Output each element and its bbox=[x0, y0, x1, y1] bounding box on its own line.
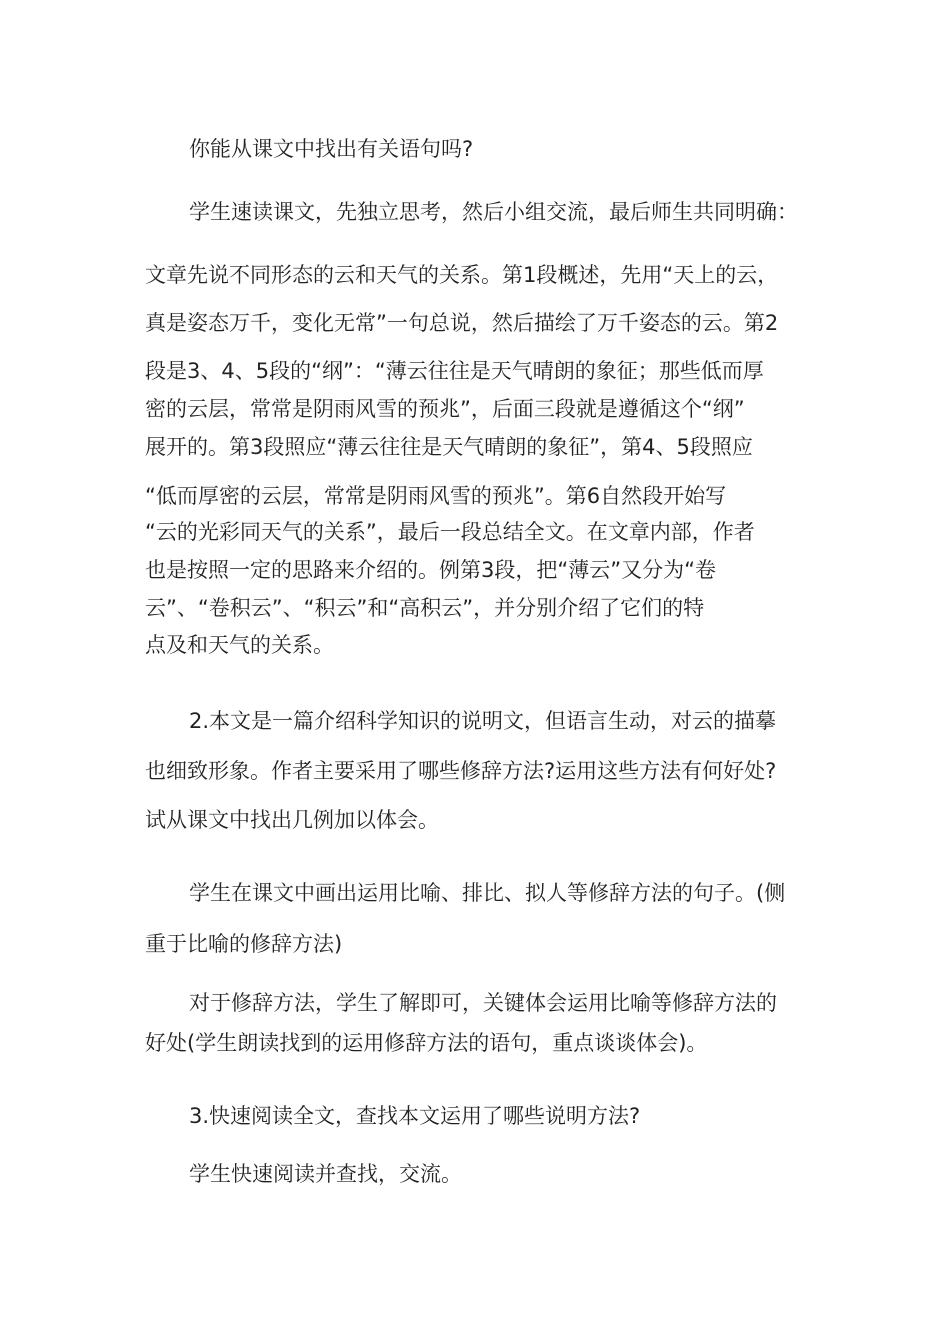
text-line: 也细致形象。作者主要采用了哪些修辞方法?运用这些方法有何好处? bbox=[145, 759, 777, 783]
text-line: 云”、“卷积云”、“积云”和“高积云”，并分别介绍了它们的特 bbox=[145, 596, 705, 620]
text-line: 学生速读课文，先独立思考，然后小组交流，最后师生共同明确： bbox=[189, 200, 798, 224]
text-line: 你能从课文中找出有关语句吗? bbox=[189, 137, 474, 161]
text-line: 密的云层，常常是阴雨风雪的预兆”，后面三段就是遵循这个“纲” bbox=[145, 397, 745, 421]
text-line: 点及和天气的关系。 bbox=[145, 633, 334, 657]
text-line: 试从课文中找出几例加以体会。 bbox=[145, 808, 439, 832]
text-line: 对于修辞方法，学生了解即可，关键体会运用比喻等修辞方法的 bbox=[189, 991, 777, 1015]
text-line: 展开的。第3段照应“薄云往往是天气晴朗的象征”，第4、5段照应 bbox=[145, 435, 753, 459]
text-line: 段是3、4、5段的“纲”：“薄云往往是天气晴朗的象征；那些低而厚 bbox=[145, 359, 764, 383]
text-line: 学生在课文中画出运用比喻、排比、拟人等修辞方法的句子。(侧 bbox=[189, 881, 786, 905]
text-line: “云的光彩同天气的关系”，最后一段总结全文。在文章内部，作者 bbox=[145, 520, 755, 544]
text-line: 真是姿态万千，变化无常”一句总说，然后描绘了万千姿态的云。第2 bbox=[145, 311, 779, 335]
text-line: 2.本文是一篇介绍科学知识的说明文，但语言生动，对云的描摹 bbox=[189, 709, 777, 733]
text-line: 3.快速阅读全文，查找本文运用了哪些说明方法? bbox=[189, 1104, 641, 1128]
text-line: 好处(学生朗读找到的运用修辞方法的语句，重点谈谈体会)。 bbox=[145, 1031, 708, 1055]
text-line: “低而厚密的云层，常常是阴雨风雪的预兆”。第6自然段开始写 bbox=[145, 484, 727, 508]
text-line: 文章先说不同形态的云和天气的关系。第1段概述，先用“天上的云， bbox=[145, 263, 779, 287]
text-line: 学生快速阅读并查找，交流。 bbox=[189, 1162, 462, 1186]
text-line: 也是按照一定的思路来介绍的。例第3段，把“薄云”又分为“卷 bbox=[145, 558, 716, 582]
text-line: 重于比喻的修辞方法) bbox=[145, 932, 343, 956]
